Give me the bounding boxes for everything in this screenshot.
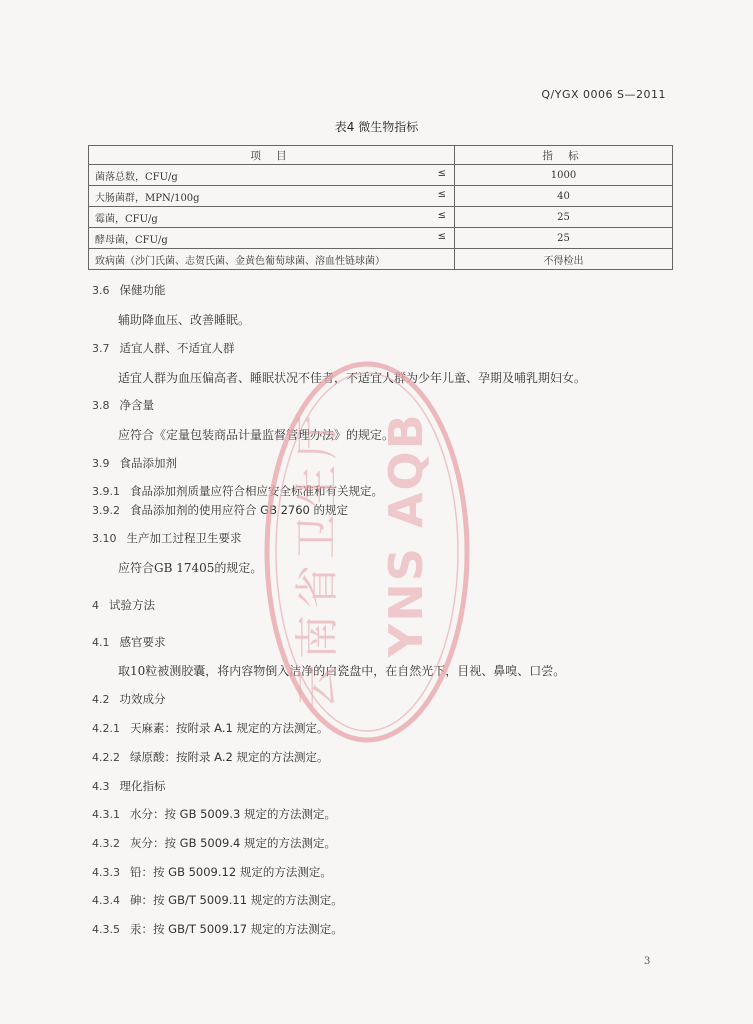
svg-text:YNS AQB: YNS AQB: [379, 412, 433, 657]
row-item: 致病菌（沙门氏菌、志贺氏菌、金黄色葡萄球菌、溶血性链球菌）: [89, 249, 455, 270]
section-text: 取10粒被测胶囊，将内容物倒入洁净的白瓷盘中，在自然光下，目视、鼻嗅、口尝。: [118, 664, 566, 678]
standard-code: Q/YGX 0006 S—2011: [541, 88, 666, 101]
table-title: 表4 微生物指标: [334, 120, 419, 134]
section-heading: 4.3.4 砷：按 GB/T 5009.11 规定的方法测定。: [92, 893, 343, 907]
col-value-header: 指 标: [455, 146, 673, 165]
table-row: [89, 165, 673, 186]
section-text: 适宜人群为血压偏高者、睡眠状况不佳者，不适宜人群为少年儿童、孕期及哺乳期妇女。: [118, 371, 587, 385]
section-heading: 4.3 理化指标: [92, 779, 166, 793]
row-value: 25: [455, 228, 673, 249]
section-heading: 3.9 食品添加剂: [92, 456, 177, 470]
row-item: 酵母菌，CFU/g ≤: [89, 228, 455, 249]
row-item: 大肠菌群，MPN/100g ≤: [89, 186, 455, 207]
section-heading: 3.9.2 食品添加剂的使用应符合 GB 2760 的规定: [92, 503, 349, 517]
section-text: 辅助降血压、改善睡眠。: [118, 313, 251, 327]
col-item-header: 项 目: [89, 146, 455, 165]
section-heading: 4.3.1 水分：按 GB 5009.3 规定的方法测定。: [92, 807, 337, 821]
section-heading: 4.2.1 天麻素：按附录 A.1 规定的方法测定。: [92, 721, 329, 735]
page-number: 3: [644, 956, 651, 967]
section-heading: 4.2.2 绿原酸：按附录 A.2 规定的方法测定。: [92, 750, 329, 764]
section-heading: 3.10 生产加工过程卫生要求: [92, 531, 242, 545]
microbial-indicators-table: [88, 145, 673, 270]
section-heading: 4.3.5 汞：按 GB/T 5009.17 规定的方法测定。: [92, 922, 343, 936]
section-heading: 4 试验方法: [92, 598, 155, 612]
section-heading: 4.2 功效成分: [92, 692, 166, 706]
table-row: [89, 228, 673, 249]
official-seal-stamp: [262, 357, 472, 747]
section-text: 应符合《定量包装商品计量监督管理办法》的规定。: [118, 428, 395, 442]
section-heading: 4.3.2 灰分：按 GB 5009.4 规定的方法测定。: [92, 836, 337, 850]
table-header-row: [89, 146, 673, 165]
row-value: 40: [455, 186, 673, 207]
svg-text:云南省卫生厅: 云南省卫生厅: [292, 409, 343, 709]
section-heading: 4.3.3 铅：按 GB 5009.12 规定的方法测定。: [92, 865, 332, 879]
section-heading: 3.6 保健功能: [92, 283, 166, 297]
table-row: [89, 207, 673, 228]
section-heading: 4.1 感官要求: [92, 635, 166, 649]
section-heading: 3.8 净含量: [92, 398, 154, 412]
section-heading: 3.9.1 食品添加剂质量应符合相应安全标准和有关规定。: [92, 484, 383, 498]
row-value: 不得检出: [455, 249, 673, 270]
row-item: 霉菌，CFU/g ≤: [89, 207, 455, 228]
row-value: 25: [455, 207, 673, 228]
section-text: 应符合GB 17405的规定。: [118, 561, 263, 575]
table-row: [89, 186, 673, 207]
row-value: 1000: [455, 165, 673, 186]
section-heading: 3.7 适宜人群、不适宜人群: [92, 341, 235, 355]
row-item: 菌落总数，CFU/g ≤: [89, 165, 455, 186]
table-row: [89, 249, 673, 270]
